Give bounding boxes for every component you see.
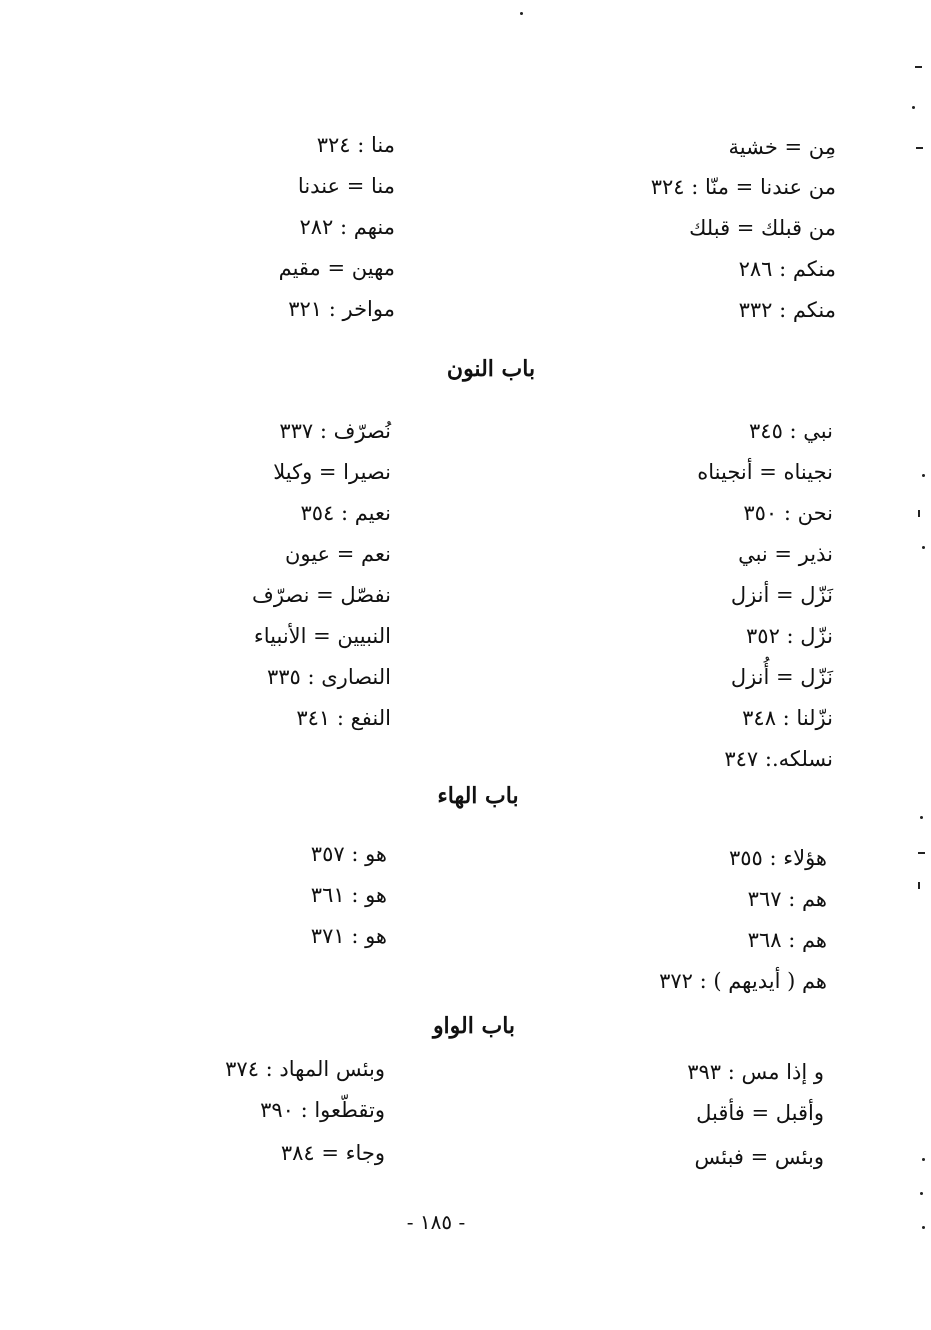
scan-speck [922, 474, 925, 477]
entry-left-1-5: النبيين = الأنبياء [253, 624, 391, 648]
entry-right-0-0: مِن = خشية [728, 135, 836, 159]
entry-left-1-2: نعيم : ٣٥٤ [300, 501, 391, 525]
entry-left-1-7: النفع : ٣٤١ [296, 706, 391, 730]
entry-left-1-1: نصيرا = وكيلا [273, 460, 391, 484]
entry-left-1-4: نفصّل = نصرّف [252, 583, 391, 607]
entry-right-1-5: نزّل : ٣٥٢ [746, 624, 833, 648]
entry-left-0-1: منا = عندنا [297, 174, 395, 198]
section-heading-ha: باب الهاء [437, 783, 519, 809]
entry-right-1-4: نَزّل = أنزل [730, 583, 833, 607]
scan-speck [916, 147, 923, 149]
entry-right-0-4: منكم : ٣٣٢ [738, 298, 836, 322]
entry-left-0-0: منا : ٣٢٤ [316, 133, 395, 157]
entry-left-1-0: نُصرّف : ٣٣٧ [279, 419, 391, 443]
scan-speck [918, 882, 920, 889]
page-number: - ١٨٥ - [406, 1210, 466, 1234]
entry-left-2-0: هو : ٣٥٧ [310, 842, 387, 866]
entry-right-1-0: نبي : ٣٤٥ [749, 419, 833, 443]
entry-right-1-3: نذير = نبي [738, 542, 833, 566]
entry-left-3-1: وتقطّعوا : ٣٩٠ [260, 1098, 385, 1122]
section-heading-waw: باب الواو [432, 1013, 516, 1039]
scan-speck [922, 1226, 925, 1229]
scan-speck [922, 1158, 925, 1161]
entry-left-1-6: النصارى : ٣٣٥ [266, 665, 391, 689]
entry-right-1-6: نَزّل = أُنزل [730, 665, 833, 689]
section-heading-nun: باب النون [446, 356, 536, 382]
entry-left-0-2: منهم : ٢٨٢ [299, 215, 395, 239]
entry-right-3-2: وبئس = فبئس [694, 1145, 824, 1169]
entry-left-2-1: هو : ٣٦١ [310, 883, 387, 907]
entry-right-2-3: هم ( أيديهم ) : ٣٧٢ [659, 969, 827, 993]
scan-speck [520, 12, 523, 15]
entry-right-0-2: من قبلك = قبلك [689, 216, 836, 240]
entry-left-3-0: وبئس المهاد : ٣٧٤ [225, 1057, 385, 1081]
entry-left-2-2: هو : ٣٧١ [310, 924, 387, 948]
entry-right-1-7: نزّلنا : ٣٤٨ [742, 706, 833, 730]
entry-right-3-1: وأقبل = فأقبل [696, 1101, 824, 1125]
entry-right-2-1: هم : ٣٦٧ [747, 887, 827, 911]
entry-left-1-3: نعم = عيون [284, 542, 391, 566]
entry-right-0-1: من عندنا = منّا : ٣٢٤ [650, 175, 836, 199]
entry-right-3-0: و إذا مس : ٣٩٣ [687, 1060, 824, 1084]
scan-speck [912, 106, 915, 109]
entry-right-0-3: منكم : ٢٨٦ [738, 257, 836, 281]
entry-right-1-2: نحن : ٣٥٠ [743, 501, 833, 525]
entry-right-1-1: نجيناه = أنجيناه [697, 460, 833, 484]
scan-speck [915, 66, 922, 68]
scan-speck [920, 816, 923, 819]
entry-left-3-2: وجاء = ٣٨٤ [280, 1141, 385, 1165]
scan-speck [922, 546, 925, 549]
entry-right-1-8: نسلكه.: ٣٤٧ [724, 747, 833, 771]
scan-speck [920, 1192, 923, 1195]
scan-speck [918, 510, 920, 517]
entry-left-0-3: مهين = مقيم [278, 256, 395, 280]
scan-speck [918, 852, 925, 854]
entry-right-2-2: هم : ٣٦٨ [747, 928, 827, 952]
entry-right-2-0: هؤلاء : ٣٥٥ [728, 846, 827, 870]
entry-left-0-4: مواخر : ٣٢١ [288, 297, 395, 321]
